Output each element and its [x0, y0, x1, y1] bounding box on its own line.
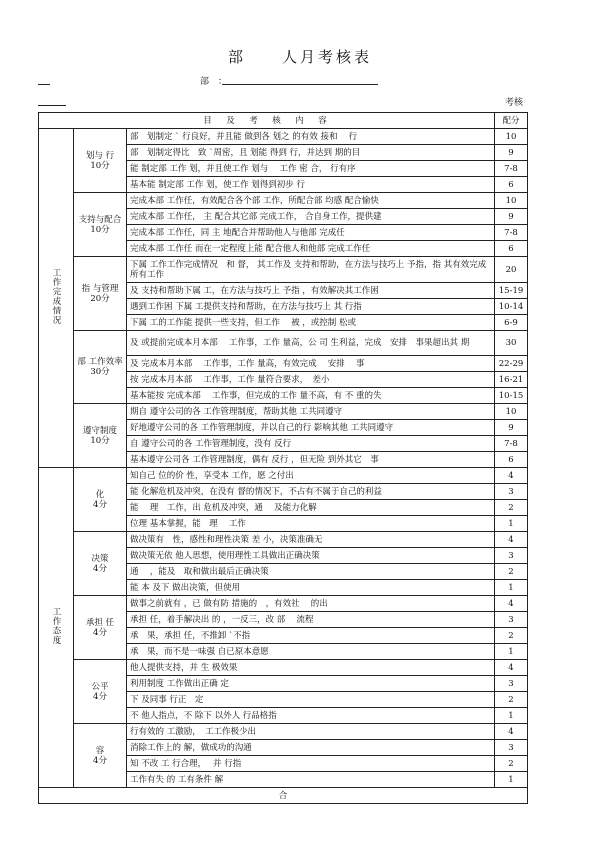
score-value: 1 [495, 644, 528, 660]
score-value: 4 [495, 532, 528, 548]
table-row [39, 193, 528, 209]
score-value: 2 [495, 692, 528, 708]
criterion-description: 承担 任，着手解决出 的 ，一反三，改 部 流程 [127, 612, 495, 628]
criterion-description: 承 果，而不是一味强 自已原本意愿 [127, 644, 495, 660]
score-value: 6 [495, 241, 528, 257]
criterion-description: 做决策无依 他人思想，使用理性工具做出正确决策 [127, 548, 495, 564]
score-value: 3 [495, 612, 528, 628]
score-value: 2 [495, 756, 528, 772]
criterion-cell [74, 468, 127, 532]
criterion-points: 4分 [93, 755, 107, 766]
criterion-description: 行有效的 工激励， 工工作极少出 [127, 724, 495, 740]
criterion-description: 做事之前就有 ，已 做有防 措施的 ，有效社 的出 [127, 596, 495, 612]
score-value: 1 [495, 516, 528, 532]
criterion-description: 自 遵守公司的各 工作管理制度，没有 反行 [127, 436, 495, 452]
score-value: 30 [495, 331, 528, 356]
criterion-name: 公平 [91, 681, 109, 692]
score-value: 1 [495, 580, 528, 596]
table-header-row [39, 113, 528, 129]
criterion-description: 知自己 位的价 性，享受本 工作，愿 之付出 [127, 468, 495, 484]
criterion-cell [74, 404, 127, 468]
department-blank-line [222, 84, 378, 85]
criterion-description: 他人提供支持，并 生 极效果 [127, 660, 495, 676]
score-value: 22-29 [495, 356, 528, 372]
name-blank-line [38, 84, 50, 85]
score-column-header: 配分 [495, 113, 528, 129]
criterion-description: 下 及同事 行正 定 [127, 692, 495, 708]
criterion-description: 位理 基本掌握，能 理 工作 [127, 516, 495, 532]
criterion-description: 完成本部 工作任，有效配合各个部 工作，所配合部 均感 配合愉快 [127, 193, 495, 209]
criterion-description: 能 理 工作，出 危机及冲突，通 及能力化解 [127, 500, 495, 516]
table-row [39, 331, 528, 356]
criterion-cell [74, 193, 127, 257]
criterion-name: 指 与管理 [81, 283, 119, 294]
criterion-points: 10分 [90, 224, 110, 235]
criterion-description: 部 划制定得比 致 `周密，且 划能 得到 行，并达到 期的目 [127, 145, 495, 161]
date-blank-line [38, 105, 66, 106]
table-row [39, 129, 528, 145]
table-row [39, 404, 528, 420]
score-value: 20 [495, 257, 528, 283]
score-value: 7-8 [495, 436, 528, 452]
criterion-points: 4分 [93, 563, 107, 574]
criterion-description: 及 或提前完成本月本部 工作事，工作 量高，公 司 生利益，完成 安排 事果超出其 期 [127, 331, 495, 356]
score-value: 3 [495, 676, 528, 692]
criterion-description: 期自 遵守公司的各 工作管理制度，帮助其他 工共同遵守 [127, 404, 495, 420]
score-value: 6 [495, 177, 528, 193]
score-value: 10 [495, 193, 528, 209]
score-value: 7-8 [495, 161, 528, 177]
criterion-points: 4分 [93, 627, 107, 638]
criterion-description: 部 划制定 ` 行良好，并且能 做到各 划之 的有效 接和 行 [127, 129, 495, 145]
criterion-description: 按 完成本月本部 工作事，工作 量符合要求， 差小 [127, 372, 495, 388]
criterion-name: 决策 [91, 553, 109, 564]
section-label-cell [39, 129, 74, 468]
score-value: 4 [495, 468, 528, 484]
score-value: 3 [495, 548, 528, 564]
form-title: 部 人月考核表 [227, 48, 372, 66]
score-value: 1 [495, 772, 528, 788]
criterion-description: 能 本 及下 做出决策，但使用 [127, 580, 495, 596]
score-value: 6-9 [495, 315, 528, 331]
criterion-description: 下属 工的工作能 提供一些支持，但工作 被 ，或控制 松或 [127, 315, 495, 331]
score-value: 7-8 [495, 225, 528, 241]
criterion-cell [74, 257, 127, 331]
appraisal-table [38, 112, 528, 804]
score-value: 3 [495, 484, 528, 500]
criterion-points: 10分 [90, 435, 110, 446]
score-value: 10-14 [495, 299, 528, 315]
criterion-name: 部 工作效率 [77, 357, 123, 367]
score-value: 10 [495, 129, 528, 145]
criterion-points: 4分 [93, 499, 107, 510]
criterion-cell [74, 331, 127, 404]
score-value: 2 [495, 564, 528, 580]
criterion-description: 完成本部 工作任，同 主 地配合并帮助他人与他部 完成任 [127, 225, 495, 241]
score-value: 2 [495, 500, 528, 516]
score-value: 1 [495, 708, 528, 724]
score-value: 2 [495, 628, 528, 644]
criterion-description: 完成本部 工作任 而在一定程度上能 配合他人和他部 完成工作任 [127, 241, 495, 257]
criterion-name: 容 [95, 745, 105, 756]
criterion-points: 20分 [90, 293, 110, 304]
criterion-description: 做决策有 性，感性和理性决策 差 小，决策准确无 [127, 532, 495, 548]
criterion-description: 下属 工作工作完成情况 和 督， 其工作及 支持和帮助，在方法与技巧上 予指，指 其有效完成所有工作 [127, 257, 495, 283]
criterion-description: 知 不改 工 行合理， 并 行指 [127, 756, 495, 772]
criterion-description: 基本遵守公司各 工作管理制度，偶有 反行 ，但无险 到外其它 事 [127, 452, 495, 468]
criterion-description: 通 ，能及 取和做出最后正确决策 [127, 564, 495, 580]
criterion-points: 10分 [90, 160, 110, 171]
score-value: 4 [495, 596, 528, 612]
review-label: 考核 [505, 98, 524, 108]
criterion-description: 能 制定部 工作 划，并且使工作 划与 工作 密 合， 行有序 [127, 161, 495, 177]
total-label: 合 [39, 788, 528, 804]
table-row [39, 660, 528, 676]
total-row [39, 788, 528, 804]
criterion-cell [74, 532, 127, 596]
score-value: 9 [495, 209, 528, 225]
criterion-cell [74, 129, 127, 193]
criterion-description: 完成本部 工作任， 主 配合其它部 完成工作， 合自身工作，提供建 [127, 209, 495, 225]
table-row [39, 532, 528, 548]
table-row [39, 596, 528, 612]
criterion-points: 30分 [90, 367, 110, 377]
score-value: 16-21 [495, 372, 528, 388]
criterion-description: 工作有失 的 工有条件 解 [127, 772, 495, 788]
criterion-points: 4分 [93, 691, 107, 702]
table-row [39, 257, 528, 283]
score-value: 10 [495, 404, 528, 420]
criterion-name: 化 [95, 489, 105, 500]
criterion-name: 支持与配合 [78, 214, 122, 225]
score-value: 9 [495, 420, 528, 436]
score-value: 9 [495, 145, 528, 161]
criterion-description: 承 果，承担 任，不推卸 `不指 [127, 628, 495, 644]
criterion-description: 不 他人指点，不 除下 以外人 行品格指 [127, 708, 495, 724]
table-row [39, 468, 528, 484]
criterion-description: 基本能按 完成本部 工作事，但完成的工作 量不高，有 不 重的失 [127, 388, 495, 404]
criterion-name: 划与 行 [85, 150, 115, 161]
score-value: 3 [495, 740, 528, 756]
score-value: 4 [495, 724, 528, 740]
criterion-description: 遇到工作困 下属 工提供支持和帮助，在方法与技巧上 其 行指 [127, 299, 495, 315]
criterion-description: 好地遵守公司的各 工作管理制度，并以自己的行 影响其他 工共同遵守 [127, 420, 495, 436]
score-value: 10-15 [495, 388, 528, 404]
criterion-description: 及 支持和帮助下属 工，在方法与技巧上 予指 ，有效解决其工作困 [127, 283, 495, 299]
score-value: 15-19 [495, 283, 528, 299]
criterion-cell [74, 724, 127, 788]
criterion-name: 承担 任 [85, 617, 115, 628]
criterion-cell [74, 596, 127, 660]
department-label: 部 ： [200, 77, 228, 87]
criterion-description: 利用制度 工作做出正确 定 [127, 676, 495, 692]
section-label: 工作态度 [51, 607, 61, 645]
criterion-description: 能 化解危机及冲突，在没有 督的情况下，不占有不属于自己的利益 [127, 484, 495, 500]
section-label: 工作完成情况 [51, 268, 61, 325]
score-value: 6 [495, 452, 528, 468]
criterion-cell [74, 660, 127, 724]
criterion-description: 消除工作上的 解，做成功的沟通 [127, 740, 495, 756]
criterion-description: 及 完成本月本部 工作事，工作 量高，有效完成 安排 事 [127, 356, 495, 372]
criterion-description: 基本能 制定部 工作 划，使工作 划得到初步 行 [127, 177, 495, 193]
items-column-header: 目 及 考 核 内 容 [39, 113, 495, 129]
score-value: 4 [495, 660, 528, 676]
criterion-name: 遵守制度 [82, 425, 117, 436]
table-row [39, 724, 528, 740]
section-label-cell [39, 468, 74, 788]
